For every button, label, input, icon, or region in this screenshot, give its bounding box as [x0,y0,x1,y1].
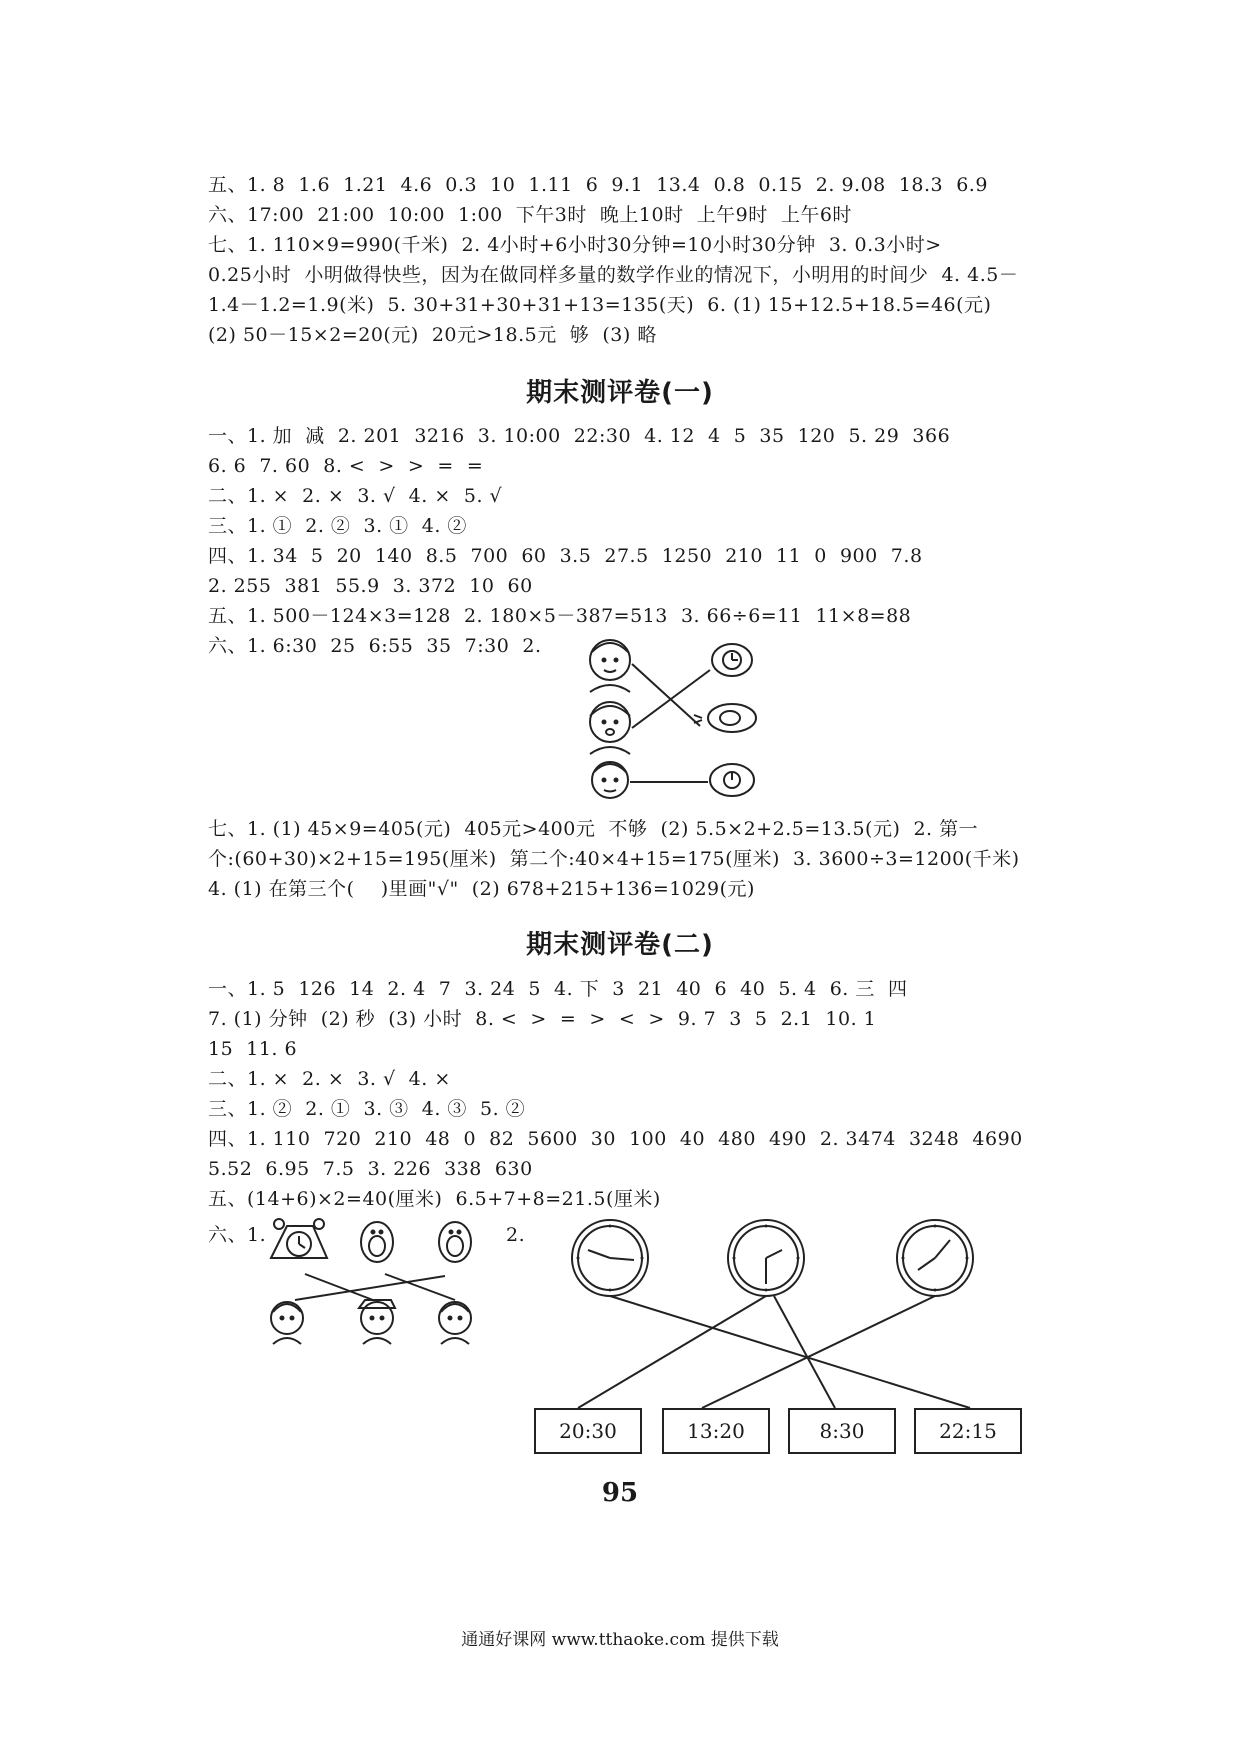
answer-line: 六、1. 6:30 25 6:55 35 7:30 2. [208,635,542,657]
child-icon [271,1302,303,1344]
answer-line: 七、1. (1) 45×9=405(元) 405元>400元 不够 (2) 5.5×2+2.5=13.5(元) 2. 第一 [208,818,979,840]
child-icon [439,1302,471,1344]
answer-line: 五、(14+6)×2=40(厘米) 6.5+7+8=21.5(厘米) [208,1188,661,1210]
answer-line: 个:(60+30)×2+15=195(厘米) 第二个:40×4+15=175(厘米) 3. 3600÷3=1200(千米) [208,848,1020,870]
match-line [632,664,700,726]
answer-line: 二、1. × 2. × 3. √ 4. × [208,1068,451,1090]
time-box: 13:20 [662,1408,770,1454]
exam2-q1-figure [265,1218,485,1348]
penguin-icon [361,1222,393,1262]
answer-line: 2. 255 381 55.9 3. 372 10 60 [208,575,533,597]
child-icon [359,1300,395,1344]
exam2-title: 期末测评卷(二) [526,930,714,960]
exam1-matching-figure [570,630,770,810]
answer-line: 四、1. 110 720 210 48 0 82 5600 30 100 40 480 490 2. 3474 3248 4690 [208,1128,1023,1150]
answer-line: 三、1. ① 2. ② 3. ① 4. ② [208,515,467,537]
child-icon [592,762,628,798]
match-line [774,1296,835,1408]
answer-line: 一、1. 5 126 14 2. 4 7 3. 24 5 4. 下 3 21 40 6 40 5. 4 6. 三 四 [208,978,908,1000]
footer-credit: 通通好课网 www.tthaoke.com 提供下载 [461,1630,779,1650]
answer-line: 七、1. 110×9=990(千米) 2. 4小时+6小时30分钟=10小时30分钟 3. 0.3小时> [208,234,942,256]
answer-line: 四、1. 34 5 20 140 8.5 700 60 3.5 27.5 1250 210 11 0 900 7.8 [208,545,923,567]
section-six-q2-label: 2. [506,1224,526,1246]
match-line [632,670,710,728]
answer-line: 五、1. 8 1.6 1.21 4.6 0.3 10 1.11 6 9.1 13.4 0.8 0.15 2. 9.08 18.3 6.9 [208,174,988,196]
match-line [385,1274,455,1300]
time-box: 22:15 [914,1408,1022,1454]
clock-face-icon [728,1220,804,1296]
penguin-icon [439,1222,471,1262]
exam2-q2-figure [560,1220,1040,1420]
clock-face-icon [572,1220,648,1296]
match-line [610,1296,970,1408]
page-number: 95 [601,1478,639,1508]
alarm-clock-icon [712,644,752,676]
answer-line: (2) 50－15×2=20(元) 20元>18.5元 够 (3) 略 [208,324,657,346]
alarm-clock-icon [710,764,754,796]
alarm-clock-icon [271,1219,327,1258]
answer-line: 六、17:00 21:00 10:00 1:00 下午3时 晚上10时 上午9时 上午6时 [208,204,852,226]
alarm-clock-icon [694,704,756,732]
child-icon [590,702,630,754]
answer-line: 二、1. × 2. × 3. √ 4. × 5. √ [208,485,503,507]
clock-face-icon [897,1220,973,1296]
answer-line: 三、1. ② 2. ① 3. ③ 4. ③ 5. ② [208,1098,526,1120]
answer-line: 五、1. 500－124×3=128 2. 180×5－387=513 3. 66÷6=11 11×8=88 [208,605,912,627]
answer-line: 6. 6 7. 60 8. < > > = = [208,455,484,477]
answer-line: 4. (1) 在第三个( )里画"√" (2) 678+215+136=1029(元) [208,878,755,900]
child-icon [590,640,630,692]
time-box: 8:30 [788,1408,896,1454]
section-six-q1-label: 六、1. [208,1224,267,1246]
answer-line: 15 11. 6 [208,1038,298,1060]
answer-line: 7. (1) 分钟 (2) 秒 (3) 小时 8. < > = > < > 9. 7 3 5 2.1 10. 1 [208,1008,877,1030]
time-box: 20:30 [534,1408,642,1454]
answer-line: 一、1. 加 减 2. 201 3216 3. 10:00 22:30 4. 12 4 5 35 120 5. 29 366 [208,425,951,447]
answer-line: 1.4－1.2=1.9(米) 5. 30+31+30+31+13=135(天) 6. (1) 15+12.5+18.5=46(元) [208,294,992,316]
exam1-title: 期末测评卷(一) [526,378,714,408]
answer-line: 5.52 6.95 7.5 3. 226 338 630 [208,1158,533,1180]
answer-line: 0.25小时 小明做得快些，因为在做同样多量的数学作业的情况下，小明用的时间少 4. 4.5－ [208,264,1019,286]
